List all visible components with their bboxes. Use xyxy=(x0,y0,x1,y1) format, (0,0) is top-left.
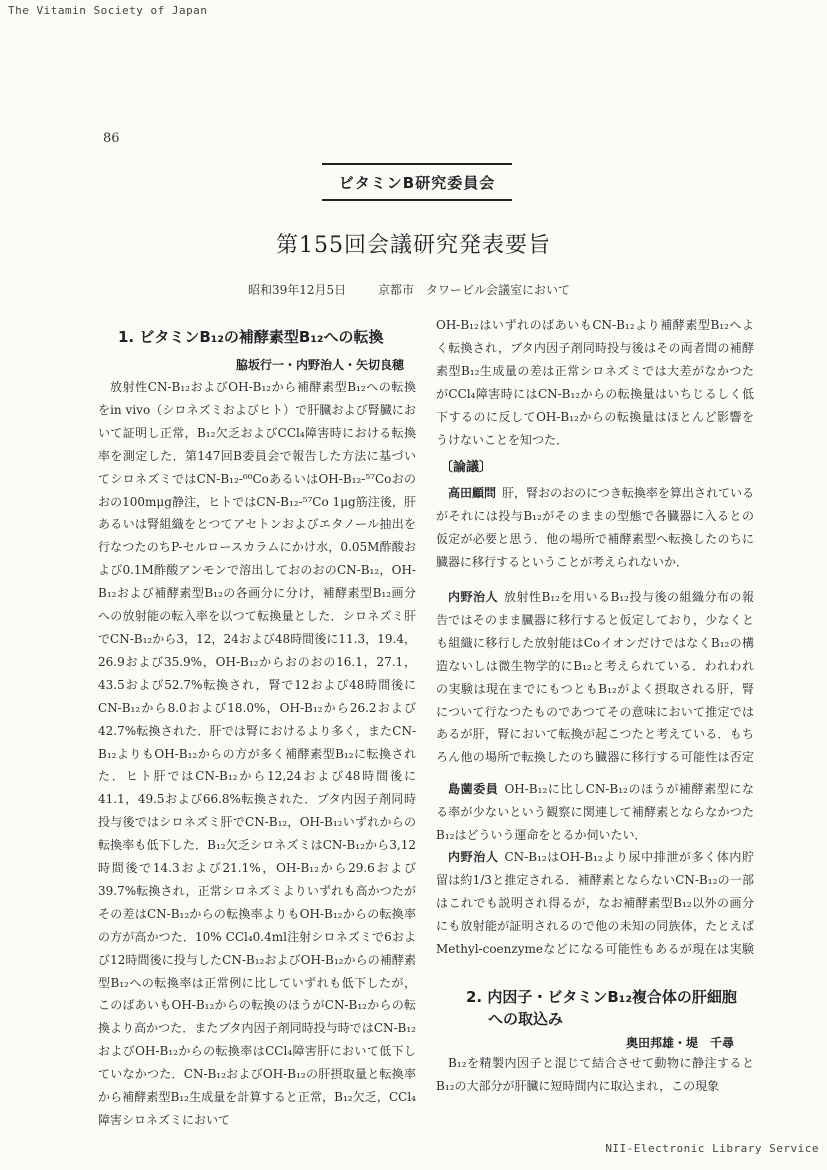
committee-title-box xyxy=(322,163,512,201)
discussion-text: CN-B₁₂はOH-B₁₂より尿中排泄が多く体内貯留は約1/3と推定される．補酵素とならないCN-B₁₂の一部はこれでも説明され得るが，なお補酵素型B₁₂以外の画分にも放射能が証明されるので他の未知の同族体，たとえばMethyl-coenzymeなどになる可能性もあるが現在は実験 xyxy=(436,850,754,956)
speaker-name: 内野治人 xyxy=(448,850,499,864)
section1-body-continued: OH-B₁₂はいずれのばあいもCN-B₁₂より補酵素型B₁₂へよく転換され，ブタ内因子剤同時投与後はその両者間の補酵素型B₁₂生成量の差は正常シロネズミでは大差がなかつたがCCl₄障害時にはCN-B₁₂からの転換量はいちじるしく低下するのに反してOH-B₁₂からの転換量はほとんど影響をうけないことを知つた． xyxy=(436,318,754,446)
journal-source-header: The Vitamin Society of Japan xyxy=(8,4,208,17)
discussion-text: 放射性B₁₂を用いるB₁₂投与後の組織分布の報告ではそのまま臓器に移行すると仮定しており，少なくとも組織に移行した放射能はCoイオンだけではなくB₁₂の構造ないしは微生物学的にB₁₂と考えられている．われわれの実験は現在までにもつともB₁₂がよく摂取される肝，腎について行なつたものであつてその意味において推定ではあるが肝，腎において転換が起こつたと考えている．もちろん他の場所で転換したのち臓器に移行する可能性は否定 xyxy=(436,590,754,765)
discussion-entry xyxy=(436,586,754,770)
committee-title: ビタミンB研究委員会 xyxy=(338,173,496,192)
speaker-name: 島薗委員 xyxy=(448,782,499,796)
discussion-text: OH-B₁₂に比しCN-B₁₂のほうが補酵素型になる率が少ないという観察に関連して補酵素とならなかつたB₁₂はどういう運命をとるか伺いたい． xyxy=(436,782,754,842)
library-source-footer: NII-Electronic Library Service xyxy=(605,1142,819,1155)
page-number: 86 xyxy=(103,131,120,146)
section2-body: B₁₂を精製内因子と混じて結合させて動物に静注するとB₁₂の大部分が肝臓に短時間内に取込まれ，この現象 xyxy=(436,1056,754,1093)
speaker-name: 内野治人 xyxy=(448,590,499,604)
meeting-date: 昭和39年12月5日 xyxy=(248,283,347,297)
discussion-text: 肝，腎おのおのにつき転換率を算出されているがそれには投与B₁₂がそのままの型態で各臓器に入るとの仮定が必要と思う．他の場所で補酵素型へ転換したのちに臓器に移行するということが考えられないか． xyxy=(436,486,754,569)
section1-title: 1. ビタミンB₁₂の補酵素型B₁₂への転換 xyxy=(118,328,384,346)
main-title: 第155回会議研究発表要旨 xyxy=(276,233,551,258)
section2-title-line2: への取込み xyxy=(488,1010,564,1028)
section2-authors: 奥田邦雄・堤 千尋 xyxy=(626,1036,735,1050)
section1-body: 放射性CN-B₁₂およびOH-B₁₂から補酵素型B₁₂への転換をin vivo（シロネズミおよびヒト）で肝臓および腎臓において証明し正常，B₁₂欠乏およびCCl₄障害時における転換率を測定した．第147回B委員会で報告した方法に基づいてシロネズミではCN-B₁₂-⁶⁰CoあるいはOH-B₁₂-⁵⁷Coおのおの100mμg静注，ヒトではCN-B₁₂-⁵⁷Co 1μg筋注後，肝あるいは腎組織をとつてアセトンおよびエタノール抽出を行なつたのちP-セルロースカラムにかけ水，0.05M酢酸および0.1M酢酸アンモンで溶出しておのおのCN-B₁₂，OH-B₁₂および補酵素型B₁₂の各画分に分け，補酵素型B₁₂画分への放射能の転入率を以つて転換量とした．シロネズミ肝でCN-B₁₂から3，12，24および48時間後に11.3，19.4，26.9および35.9%，OH-B₁₂からおのおの16.1，27.1，43.5および52.7%転換され，腎で12および48時間後にCN-B₁₂から8.0および18.0%，OH-B₁₂から26.2および42.7%転換された．肝では腎におけるより多く，またCN-B₁₂よりもOH-B₁₂からの方が多く補酵素型B₁₂に転換された．ヒト肝ではCN-B₁₂から12,24および48時間後に41.1，49.5および66.8%転換された．ブタ内因子剤同時投与後ではシロネズミ肝でCN-B₁₂，OH-B₁₂いずれからの転換率も低下した．B₁₂欠乏シロネズミはCN-B₁₂から3,12時間後で14.3および21.1%，OH-B₁₂から29.6および39.7%転換され，正常シロネズミよりいずれも高かつたがその差はCN-B₁₂からの転換率よりもOH-B₁₂からの転換率の方が高かつた．10% CCl₄0.4ml注射シロネズミで6および12時間後に投与したCN-B₁₂およびOH-B₁₂からの補酵素型B₁₂への転換率は正常例に比していずれも低下したが，このばあいもOH-B₁₂からの転換のほうがCN-B₁₂からの転換より高かつた．またブタ内因子剤同時投与時ではCN-B₁₂およびOH-B₁₂からの転換率はCCl₄障害肝において低下していなかつた．CN-B₁₂およびOH-B₁₂の肝摂取量と転換率から補酵素型B₁₂生成量を計算すると正常，B₁₂欠乏，CCl₄障害シロネズミにおいて xyxy=(98,380,416,1126)
speaker-name: 高田顧問 xyxy=(448,486,497,500)
discussion-entry xyxy=(436,846,754,962)
section2-title: 2. 内因子・ビタミンB₁₂複合体の肝細胞 xyxy=(466,988,737,1006)
discussion-entry xyxy=(436,778,754,848)
meeting-info xyxy=(248,281,570,298)
section1-authors: 脇坂行一・内野治人・矢切良穂 xyxy=(236,358,405,372)
discussion-entry xyxy=(436,482,754,574)
discussion-heading: 〔論議〕 xyxy=(440,460,493,475)
meeting-place: 京都市 タワービル会議室において xyxy=(378,283,571,297)
